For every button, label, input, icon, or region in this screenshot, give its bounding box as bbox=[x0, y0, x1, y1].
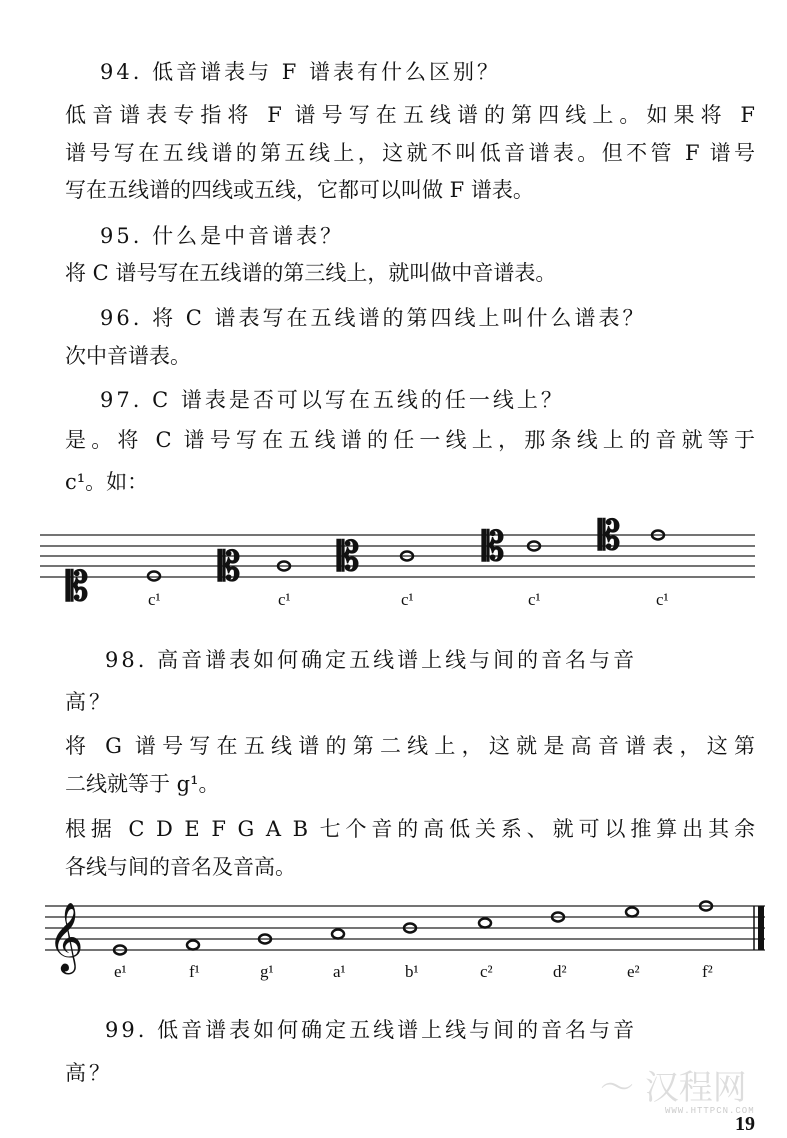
c-clef-icon: 𝄡 bbox=[337, 533, 360, 580]
note-label: c¹ bbox=[656, 590, 669, 609]
question-99-title: 99. 低音谱表如何确定五线谱上线与间的音名与音 bbox=[105, 1018, 638, 1042]
note-label: e¹ bbox=[114, 962, 127, 981]
answer-line: 将 G 谱号写在五线谱的第二线上，这就是高音谱表，这第 bbox=[65, 734, 755, 758]
answer-line: 根据 C D E F G A B 七个音的高低关系、就可以推算出其余 bbox=[65, 817, 755, 841]
question-98-title: 98. 高音谱表如何确定五线谱上线与间的音名与音 bbox=[105, 648, 638, 672]
note-label: a¹ bbox=[333, 962, 346, 981]
note-label: c² bbox=[480, 962, 493, 981]
treble-clef-icon: 𝄞 bbox=[48, 902, 84, 972]
question-94-title: 94. 低音谱表与 F 谱表有什么区别？ bbox=[100, 60, 501, 84]
c-clef-icon: 𝄡 bbox=[66, 563, 89, 610]
answer-line: c¹。如： bbox=[65, 470, 149, 494]
answer-line: 写在五线谱的四线或五线，它都可以叫做 F 谱表。 bbox=[65, 178, 534, 202]
c-clef-icon: 𝄡 bbox=[482, 523, 505, 570]
note-label: d² bbox=[553, 962, 567, 981]
note-label: e² bbox=[627, 962, 640, 981]
answer-line: 是。将 C 谱号写在五线谱的任一线上，那条线上的音就等于 bbox=[65, 428, 755, 452]
note-label: c¹ bbox=[401, 590, 414, 609]
watermark-logo: 〜 汉程网 bbox=[600, 1068, 747, 1108]
question-97-title: 97. C 谱表是否可以写在五线的任一线上？ bbox=[100, 388, 565, 412]
c-clef-icon: 𝄡 bbox=[218, 543, 241, 590]
answer-line: 二线就等于 g¹。 bbox=[65, 772, 220, 796]
answer-line: 次中音谱表。 bbox=[65, 344, 191, 368]
question-96-title: 96. 将 C 谱表写在五线谱的第四线上叫什么谱表？ bbox=[100, 306, 647, 330]
answer-line: 低音谱表专指将 F 谱号写在五线谱的第四线上。如果将 F bbox=[65, 103, 755, 127]
c-clef-icon: 𝄡 bbox=[598, 512, 621, 559]
note-label: f¹ bbox=[189, 962, 200, 981]
note-label: g¹ bbox=[260, 962, 274, 981]
final-barline bbox=[758, 906, 764, 950]
watermark-url: WWW.HTTPCN.COM bbox=[665, 1106, 755, 1116]
question-98-title-cont: 高？ bbox=[65, 690, 113, 714]
note-label: f² bbox=[702, 962, 713, 981]
note-label: b¹ bbox=[405, 962, 419, 981]
question-99-title-cont: 高？ bbox=[65, 1061, 113, 1085]
answer-line: 谱号写在五线谱的第五线上，这就不叫低音谱表。但不管 F 谱号 bbox=[65, 141, 755, 165]
question-95-title: 95. 什么是中音谱表？ bbox=[100, 224, 345, 248]
answer-line: 各线与间的音名及音高。 bbox=[65, 855, 296, 879]
answer-line: 将 C 谱号写在五线谱的第三线上，就叫做中音谱表。 bbox=[65, 261, 557, 285]
note-label: c¹ bbox=[528, 590, 541, 609]
note-label: c¹ bbox=[278, 590, 291, 609]
page-number: 19 bbox=[735, 1113, 755, 1135]
note-label: c¹ bbox=[148, 590, 161, 609]
